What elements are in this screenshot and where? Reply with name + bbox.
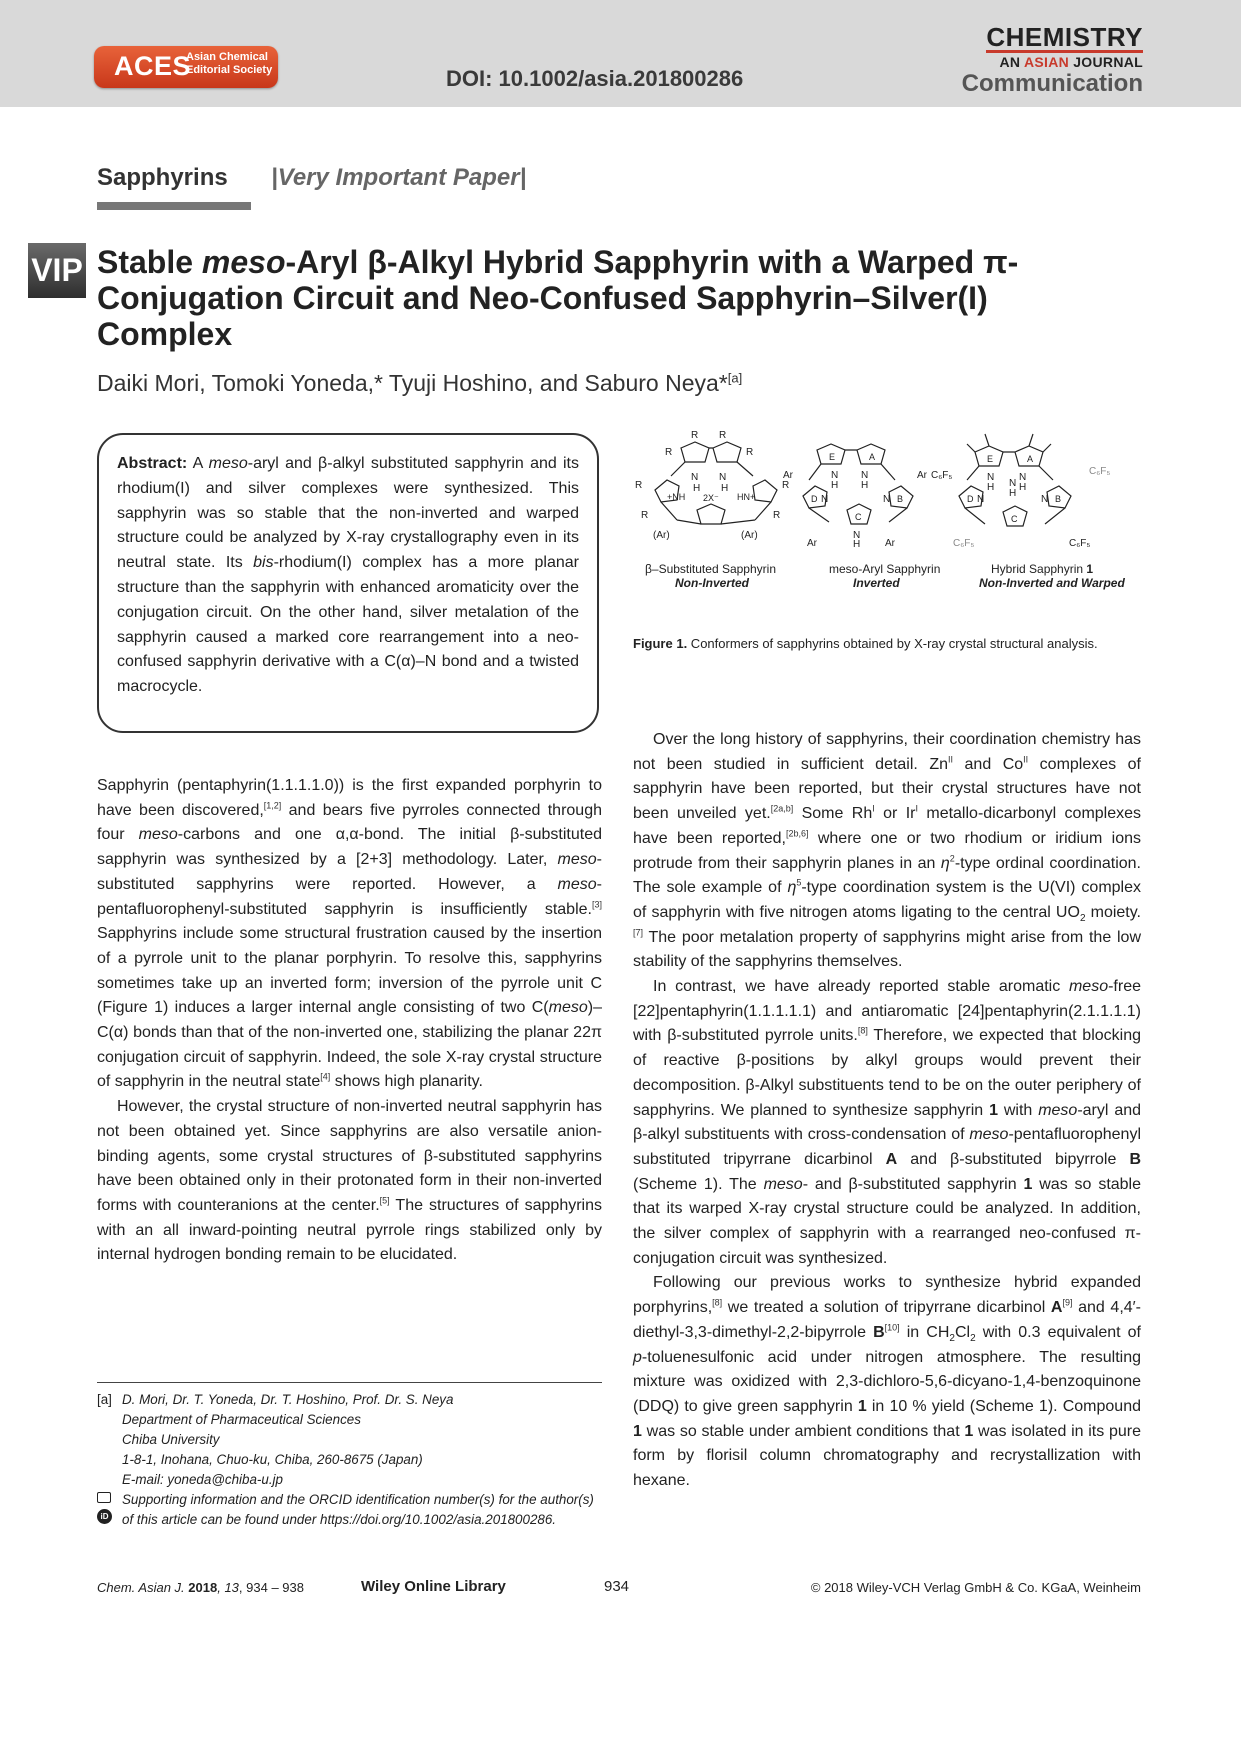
svg-text:N: N: [831, 470, 839, 481]
body-paragraph: However, the crystal structure of non-inverted neutral sapphyrin has not been obtained yet. Since sapphyrins are also versatile anion-binding agents, some crystal structures of β-substituted sapphyrins have been obtained only in their protonated form in their non-inverted forms with counteranions at the center.[5] The structures of sapphyrins with an all inward-pointing neutral pyrrole rings stabilized only by internal hydrogen bonding remain to be elucidated.: [97, 1098, 602, 1264]
vip-badge: VIP: [28, 243, 86, 298]
svg-text:R: R: [635, 480, 643, 491]
svg-text:R: R: [773, 510, 781, 521]
svg-text:R: R: [782, 480, 790, 491]
aces-logo-subtitle: Asian Chemical Editorial Society: [186, 51, 273, 76]
computer-icon: [97, 1492, 111, 1503]
orcid-icon: iD: [97, 1509, 112, 1524]
panel2-conformation: Inverted: [853, 576, 900, 590]
svg-text:+NH: +NH: [667, 492, 686, 502]
svg-text:N: N: [821, 494, 829, 505]
svg-text:N: N: [719, 472, 727, 483]
footnote-rule: [97, 1382, 602, 1383]
svg-text:H: H: [693, 483, 701, 494]
svg-text:C₆F₅: C₆F₅: [931, 470, 953, 481]
svg-text:D: D: [811, 494, 818, 504]
journal-citation: Chem. Asian J. 2018, 13, 934 – 938: [97, 1580, 304, 1595]
svg-text:B: B: [1055, 494, 1062, 504]
svg-text:H: H: [861, 480, 869, 491]
svg-text:HN+: HN+: [737, 492, 756, 502]
substituent-label: R: [691, 430, 699, 441]
article-title: Stable meso-Aryl β-Alkyl Hybrid Sapphyrin with a Warped π-Conjugation Circuit and Neo-Confused Sapphyrin–Silver(I) Complex: [97, 244, 1019, 352]
svg-text:N: N: [853, 530, 861, 541]
svg-text:C: C: [1011, 514, 1018, 524]
svg-text:N: N: [977, 494, 985, 505]
svg-text:Ar: Ar: [917, 470, 927, 481]
wiley-online-library-link[interactable]: Wiley Online Library: [361, 1578, 506, 1595]
supporting-info-note: [97, 1490, 602, 1530]
svg-text:D: D: [967, 494, 974, 504]
body-left-column: [97, 774, 602, 1268]
svg-text:A: A: [1027, 454, 1034, 464]
body-paragraph: Sapphyrin (pentaphyrin(1.1.1.1.0)) is the first expanded porphyrin to have been discovered,[1,2] and bears five pyrroles connected through four meso-carbons and one α,α-bond. The initial β-substituted sapphyrin was synthesized by a [2+3] methodology. Later, meso-substituted sapphyrins were reported. However, a meso-pentafluorophenyl-substituted sapphyrin is insufficiently stable.[3] Sapphyrins include some structural frustration caused by the insertion of a pyrrole unit to the planar porphyrin. To resolve this, sapphyrins sometimes take up an inverted form; inversion of the pyrrole unit C (Figure 1) induces a larger internal angle consisting of two C(meso)–C(α) bonds than that of the non-inverted one, stabilizing the planar 22π conjugation circuit of sapphyrin. Indeed, the sole X-ray crystal structure of sapphyrin in the neutral state[4] shows high planarity.: [97, 777, 603, 1091]
svg-text:C₆F₅: C₆F₅: [1069, 538, 1091, 549]
footnote-line: 1-8-1, Inohana, Chuo-ku, Chiba, 260-8675 (Japan): [122, 1452, 423, 1467]
doi-label: DOI: 10.1002/asia.201800286: [446, 66, 744, 91]
affiliation-marker: [a]: [727, 370, 743, 386]
svg-text:R: R: [641, 510, 649, 521]
body-paragraph: In contrast, we have already reported stable aromatic meso-free [22]pentaphyrin(1.1.1.1.1) and antiaromatic [24]pentaphyrin(2.1.1.1.1) with β-substituted pyrrole units.[8] Therefore, we expected that blocking of reactive β-positions by alkyl groups would prevent their decomposition. β-Alkyl substituents tend to be on the outer periphery of sapphyrins. We planned to synthesize sapphyrin 1 with meso-aryl and β-alkyl substituents with cross-condensation of meso-pentafluorophenyl substituted tripyrrane dicarbinol A and β-substituted bipyrrole B (Scheme 1). The meso- and β-substituted sapphyrin 1 was so stable that its warped X-ray crystal structure could be analyzed. In addition, the silver complex of sapphyrin with a rearranged neo-confused π-conjugation circuit was synthesized.: [633, 978, 1142, 1267]
substituent-label: R: [719, 430, 727, 441]
svg-text:N: N: [861, 470, 869, 481]
panel2-name: meso-Aryl Sapphyrin: [829, 562, 941, 576]
panel3-conformation: Non-Inverted and Warped: [979, 576, 1125, 590]
figure-1: [633, 430, 1141, 620]
footnote-email[interactable]: E-mail: yoneda@chiba-u.jp: [122, 1472, 283, 1487]
page-header: [0, 0, 1241, 107]
section-underline: [97, 202, 251, 210]
author-list: Daiki Mori, Tomoki Yoneda,* Tyuji Hoshino, and Saburo Neya*[a]: [97, 370, 743, 396]
copyright-notice: © 2018 Wiley-VCH Verlag GmbH & Co. KGaA, Weinheim: [810, 1580, 1141, 1595]
svg-text:H: H: [831, 480, 839, 491]
figure-label: Figure 1.: [633, 636, 688, 651]
svg-text:N: N: [691, 472, 699, 483]
svg-text:N: N: [883, 494, 891, 505]
svg-text:C: C: [855, 512, 862, 522]
body-paragraph: Over the long history of sapphyrins, their coordination chemistry has not been studied in sufficient detail. $Zn^{II}$ and $Co^{II}$ complexes of sapphyrin have been reported, but their crystal structures have not been unveiled yet.[2a,b] Some $Rh^I$ or $Ir^I$ metallo-dicarbonyl complexes have been reported,[2b,6] where one or two rhodium or iridium ions protrude from their sapphyrin planes in an $\eta^2$-type ordinal coordination. The sole example of $\eta^5$-type coordination system is the U(VI) complex of sapphyrin with five nitrogen atoms ligating to the central $UO_2$ moiety.[7] The poor metalation property of sapphyrins might arise from the low stability of the sapphyrins themselves.: [633, 731, 1142, 971]
svg-text:2X⁻: 2X⁻: [703, 493, 719, 503]
svg-text:N: N: [1041, 494, 1049, 505]
footnote-line: Chiba University: [122, 1432, 220, 1447]
abstract-box: Abstract: A meso-aryl and β-alkyl substituted sapphyrin and its rhodium(I) and silver complexes were synthesized. This sapphyrin was so stable that the non-inverted and warped structure could be analyzed by X-ray crystallography even in its neutral state. Its bis-rhodium(I) complex has a more planar structure than the sapphyrin with enhanced aromaticity over the conjugation circuit. On the other hand, silver metalation of the sapphyrin caused a marked core rearrangement into a neo-confused sapphyrin derivative with a C(α)–N bond and a twisted macrocycle.: [97, 433, 599, 733]
footnote-line: D. Mori, Dr. T. Yoneda, Dr. T. Hoshino, Prof. Dr. S. Neya: [122, 1392, 454, 1407]
svg-text:H: H: [853, 539, 861, 550]
svg-text:N: N: [1009, 478, 1017, 489]
svg-text:H: H: [1009, 488, 1017, 499]
svg-text:H: H: [721, 483, 729, 494]
svg-text:(Ar): (Ar): [653, 530, 670, 541]
body-paragraph: Following our previous works to synthesize hybrid expanded porphyrins,[8] we treated a solution of tripyrrane dicarbinol A[9] and 4,4′-diethyl-3,3-dimethyl-2,2-bipyrrole B[10] in $CH_2Cl_2$ with 0.3 equivalent of p-toluenesulfonic acid under nitrogen atmosphere. The resulting mixture was oxidized with 2,3-dichloro-5,6-dicyano-1,4-benzoquinone (DDQ) to give green sapphyrin 1 in 10 % yield (Scheme 1). Compound 1 was so stable under ambient conditions that 1 was isolated in its pure form by florisil column chromatography and recrystallization with hexane.: [633, 1274, 1142, 1490]
aces-logo-text: ACES: [114, 51, 192, 81]
svg-text:Ar: Ar: [885, 538, 895, 549]
body-right-column: [633, 728, 1141, 1494]
journal-logo: [962, 24, 1143, 97]
panel3-name: Hybrid Sapphyrin 1: [991, 562, 1094, 576]
aces-logo: [94, 46, 278, 88]
svg-text:E: E: [829, 452, 836, 462]
svg-text:N: N: [1019, 472, 1027, 483]
affiliation-footnote: [97, 1390, 602, 1490]
svg-text:E: E: [987, 454, 994, 464]
svg-text:(Ar): (Ar): [741, 530, 758, 541]
svg-text:C₆F₅: C₆F₅: [953, 538, 975, 549]
svg-text:N: N: [987, 472, 995, 483]
svg-text:Ar: Ar: [783, 470, 793, 481]
svg-text:B: B: [897, 494, 904, 504]
supporting-info-text[interactable]: Supporting information and the ORCID identification number(s) for the author(s) of this article can be found under https://doi.org/10.1002/asia.201800286.: [122, 1492, 594, 1527]
sapphyrin-structures-figure: [633, 430, 1141, 620]
panel1-name: β–Substituted Sapphyrin: [645, 562, 776, 576]
journal-name-line1: CHEMISTRY: [986, 22, 1143, 52]
svg-text:H: H: [987, 482, 995, 493]
journal-name-line2: AN ASIAN JOURNAL: [999, 54, 1143, 70]
figure-1-caption: Figure 1. Conformers of sapphyrins obtained by X-ray crystal structural analysis.: [633, 636, 1098, 651]
footnote-tag: [a]: [97, 1392, 112, 1407]
svg-text:C₆F₅: C₆F₅: [1089, 466, 1111, 477]
article-type: Communication: [961, 70, 1143, 97]
vip-label: |Very Important Paper|: [271, 164, 527, 191]
svg-text:H: H: [1019, 482, 1027, 493]
svg-text:Ar: Ar: [807, 538, 817, 549]
panel1-conformation: Non-Inverted: [675, 576, 750, 590]
page-number: 934: [604, 1578, 630, 1595]
svg-text:R: R: [665, 447, 673, 458]
section-name: Sapphyrins: [97, 164, 228, 191]
svg-text:A: A: [869, 452, 876, 462]
svg-text:R: R: [746, 447, 754, 458]
abstract-label: Abstract:: [117, 455, 188, 472]
footnote-line: Department of Pharmaceutical Sciences: [122, 1412, 361, 1427]
